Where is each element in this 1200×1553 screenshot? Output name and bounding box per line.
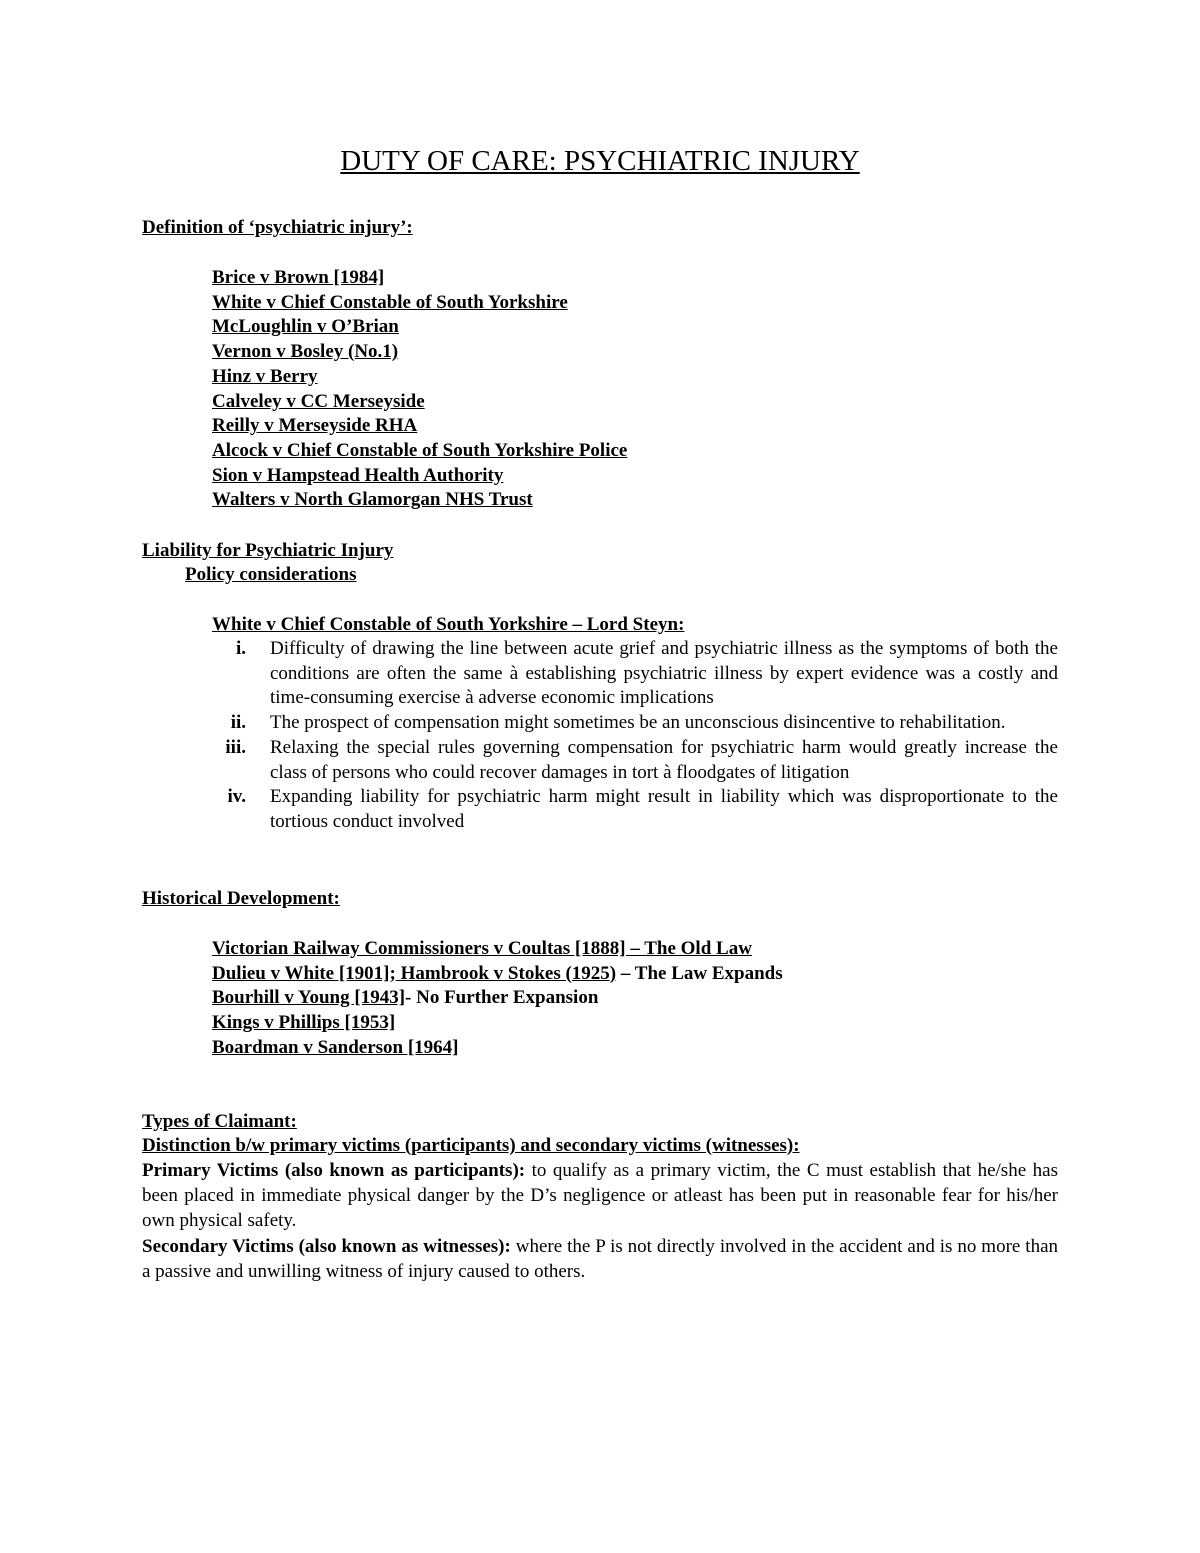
primary-victims-text: to qualify as a primary victim, the C must establish that he/she has been placed in immediate physical danger by the D’s negligence or atleast has been put in reasonable fear for his/her own physical safety. — [142, 1160, 1058, 1232]
secondary-victims-paragraph — [142, 1234, 1058, 1284]
history-note: – The Law Expands — [616, 962, 783, 984]
policy-considerations-list — [180, 637, 1058, 835]
history-item — [212, 986, 783, 1011]
item-number: ii. — [230, 712, 246, 734]
case-item: White v Chief Constable of South Yorkshire — [212, 291, 568, 313]
case-item: Walters v North Glamorgan NHS Trust — [212, 489, 533, 511]
item-text: The prospect of compensation might sometimes be an unconscious disincentive to rehabilitation. — [270, 712, 1006, 734]
case-item: Alcock v Chief Constable of South Yorkshire Police — [212, 439, 628, 461]
victim-distinction-heading: Distinction b/w primary victims (participants) and secondary victims (witnesses): — [142, 1135, 800, 1156]
case-item: Brice v Brown [1984] — [212, 267, 385, 288]
secondary-victims-text: where the P is not directly involved in the accident and is no more than a passive and unwilling witness of injury caused to others. — [142, 1236, 1059, 1283]
historical-case-list — [212, 937, 783, 1061]
item-number: i. — [235, 638, 246, 659]
lord-steyn-heading: White v Chief Constable of South Yorkshire – Lord Steyn: — [212, 614, 685, 635]
policy-item — [180, 785, 1058, 834]
item-number: iv. — [227, 786, 246, 808]
history-case: Dulieu v White [1901]; Hambrook v Stokes (1925) — [212, 962, 617, 984]
policy-item — [180, 711, 1058, 736]
definition-heading: Definition of ‘psychiatric injury’: — [142, 217, 413, 238]
history-item — [212, 962, 783, 987]
policy-item — [180, 736, 1058, 785]
definition-case-list — [212, 266, 627, 513]
history-case: Boardman v Sanderson [1964] — [212, 1036, 459, 1058]
case-item: Hinz v Berry — [212, 365, 318, 387]
liability-heading: Liability for Psychiatric Injury — [142, 540, 394, 561]
history-case: Bourhill v Young [1943] — [212, 987, 406, 1009]
primary-victims-label: Primary Victims (also known as participants): — [142, 1160, 526, 1181]
item-text: Difficulty of drawing the line between acute grief and psychiatric illness as the symptoms of both the conditions are often the same à establishing psychiatric illness by expert evidence was a costly and time-consuming exercise à adverse economic implications — [270, 638, 1058, 709]
case-item: Calveley v CC Merseyside — [212, 390, 425, 412]
policy-item — [180, 637, 1058, 711]
claimant-types-heading: Types of Claimant: — [142, 1111, 297, 1132]
case-item: Sion v Hampstead Health Authority — [212, 464, 504, 486]
history-case: Kings v Phillips [1953] — [212, 1012, 396, 1034]
item-number: iii. — [225, 736, 246, 758]
policy-subheading: Policy considerations — [185, 564, 357, 585]
primary-victims-paragraph — [142, 1158, 1058, 1234]
history-case: Victorian Railway Commissioners v Coultas [1888] – The Old Law — [212, 938, 752, 959]
case-item: Reilly v Merseyside RHA — [212, 415, 418, 437]
history-note: - No Further Expansion — [405, 987, 599, 1009]
item-text: Expanding liability for psychiatric harm might result in liability which was disproportionate to the tortious conduct involved — [270, 786, 1058, 832]
history-item — [212, 1011, 783, 1036]
history-item — [212, 1036, 783, 1061]
case-item: McLoughlin v O’Brian — [212, 316, 399, 338]
history-item — [212, 937, 783, 962]
case-item: Vernon v Bosley (No.1) — [212, 341, 399, 363]
item-text: Relaxing the special rules governing compensation for psychiatric harm would greatly increase the class of persons who could recover damages in tort à floodgates of litigation — [270, 736, 1058, 783]
historical-heading: Historical Development: — [142, 888, 340, 909]
secondary-victims-label: Secondary Victims (also known as witnesses): — [142, 1236, 511, 1257]
document-title: DUTY OF CARE: PSYCHIATRIC INJURY — [340, 145, 860, 177]
